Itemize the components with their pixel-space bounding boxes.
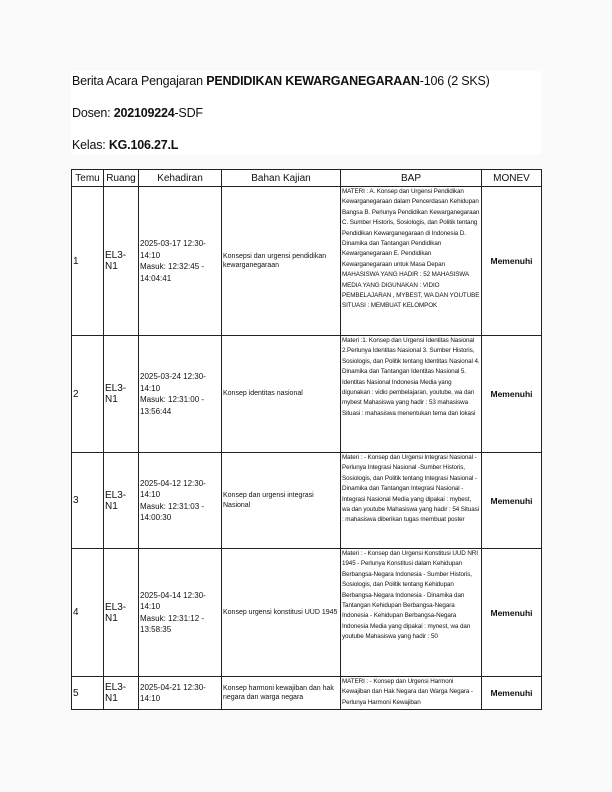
bap-text: Materi :1. Konsep dan Urgensi Identitas Nasional 2.Perlunya Identitas Nasional 3. Sumber Historis, Sosiologis, dan Politik tentang Identitas Nasional 4. Dinamika dan Tantangan Identitas Nasional 5. Identitas Nasional Indonesia Media yang digunakan : vidio pembelajaran, youtube, wa dan mybest Mahasiswa yang hadir : 53 mahasiswa Situasi : mahasiswa menentukan tema dan lokasi	[342, 337, 480, 417]
bahan-kajian-cell: Konsep urgensi konstitusi UUD 1945	[222, 549, 341, 677]
table-row	[72, 549, 542, 677]
monev-cell: Memenuhi	[482, 453, 542, 549]
dosen-label: Dosen:	[72, 106, 114, 120]
kehadiran-cell	[139, 453, 222, 549]
table-row	[72, 187, 542, 336]
kehadiran-cell	[139, 677, 222, 710]
ruang-cell: EL3-N1	[104, 549, 139, 677]
monev-cell: Memenuhi	[482, 187, 542, 336]
ruang-cell: EL3-N1	[104, 187, 139, 336]
bap-text: Materi : - Konsep dan Urgensi Integrasi Nasional - Perlunya Integrasi Nasional -Sumber Historis, Sosiologis, dan Politik tentang Integrasi Nasional - Dinamika dan Tantangan Integrasi Nasional - Integrasi Nasional Media yang dipakai : mybest, wa dan youtube Mahasiswa yang hadir : 54 Situasi : mahasiswa diberikan tugas membuat poster	[342, 454, 479, 524]
temu-cell: 4	[72, 549, 104, 677]
dosen-suffix: -SDF	[174, 106, 203, 120]
bahan-kajian-cell: Konsepsi dan urgensi pendidikan kewarganegaraan	[222, 187, 341, 336]
kehadiran-cell	[139, 549, 222, 677]
ruang-cell: EL3-N1	[104, 453, 139, 549]
temu-cell: 2	[72, 336, 104, 453]
col-ruang: Ruang	[104, 170, 139, 187]
table-row	[72, 336, 542, 453]
kelas-label: Kelas:	[72, 138, 109, 152]
temu-cell: 5	[72, 677, 104, 710]
course-suffix: -106 (2 SKS)	[419, 74, 490, 88]
jadwal-text: 2025-03-24 12:30-14:10	[140, 372, 206, 393]
jadwal-text: 2025-04-12 12:30-14:10	[140, 478, 206, 499]
bap-text: MATERI : - Konsep dan Urgensi Harmoni Kewajiban dan Hak Negara dan Warga Negara - Perlunya Harmoni Kewajiban	[342, 678, 473, 706]
dosen-line	[72, 106, 203, 120]
bap-cell	[341, 677, 482, 710]
bap-table	[71, 169, 542, 710]
table-row	[72, 453, 542, 549]
masuk-text: Masuk: 12:31:12 - 13:58:35	[140, 613, 205, 634]
monev-cell: Memenuhi	[482, 549, 542, 677]
title-line	[72, 74, 490, 88]
jadwal-text: 2025-04-14 12:30-14:10	[140, 590, 206, 611]
kehadiran-cell	[139, 187, 222, 336]
col-bahan-kajian: Bahan Kajian	[222, 170, 341, 187]
kelas-line	[72, 138, 178, 152]
kehadiran-cell	[139, 336, 222, 453]
table-row	[72, 677, 542, 710]
bap-text: Materi : - Konsep dan Urgensi Konstitusi UUD NRI 1945 - Perlunya Konstitusi dalam Kehidupan Berbangsa-Negara Indonesia - Sumber Historis, Sosiologis, dan Politik tentang Kehidupan Berbangsa-Negara Indonesia - Dinamika dan Tantangan Kehidupan Berbangsa-Negara Indonesia - Kehidupan Berbangsa-Negara Indonesia Media yang dipakai : mynest, wa dan youtube Mahasiswa yang hadir : 50	[342, 550, 478, 641]
col-monev: MONEV	[482, 170, 542, 187]
ruang-cell: EL3-N1	[104, 336, 139, 453]
bap-cell	[341, 187, 482, 336]
col-bap: BAP	[341, 170, 482, 187]
dosen-id: 202109224	[113, 106, 175, 120]
temu-cell: 3	[72, 453, 104, 549]
jadwal-text: 2025-03-17 12:30-14:10	[140, 239, 206, 260]
masuk-text: Masuk: 12:32:45 - 14:04:41	[140, 262, 205, 283]
title-prefix: Berita Acara Pengajaran	[72, 74, 207, 88]
document-header	[71, 71, 541, 154]
table-header-row	[72, 170, 542, 187]
kelas-value: KG.106.27.L	[108, 138, 179, 152]
masuk-text: Masuk: 12:31:03 - 14:00:30	[140, 501, 205, 522]
bahan-kajian-cell: Konsep dan urgensi integrasi Nasional	[222, 453, 341, 549]
monev-cell: Memenuhi	[482, 336, 542, 453]
temu-cell: 1	[72, 187, 104, 336]
bap-cell	[341, 549, 482, 677]
monev-cell: Memenuhi	[482, 677, 542, 710]
bap-cell	[341, 336, 482, 453]
course-name: PENDIDIKAN KEWARGANEGARAAN	[206, 74, 420, 88]
ruang-cell: EL3-N1	[104, 677, 139, 710]
bap-cell	[341, 453, 482, 549]
col-temu: Temu	[72, 170, 104, 187]
bahan-kajian-cell: Konsep identitas nasional	[222, 336, 341, 453]
col-kehadiran: Kehadiran	[139, 170, 222, 187]
masuk-text: Masuk: 12:31:00 - 13:56:44	[140, 395, 205, 416]
bap-text: MATERI : A. Konsep dan Urgensi Pendidikan Kewarganegaraan dalam Pencerdasan Kehidupan Bangsa B. Perlunya Pendidikan Kewarganegaraan C. Sumber Historis, Sosiologis, dan Politik tentang Pendidikan Kewarganegaraan di Indonesia D. Dinamika dan Tantangan Pendidikan Kewarganegaraan E. Pendidikan Kewarganegaraan untuk Masa Depan MAHASISWA YANG HADIR : 52 MAHASISWA MEDIA YANG DIGUNAKAN : VIDIO PEMBELAJARAN , MYBEST, WA DAN YOUTUBE SITUASI : MEMBUAT KELOMPOK	[342, 188, 480, 310]
bahan-kajian-cell: Konsep harmoni kewajiban dan hak negara dan warga negara	[222, 677, 341, 710]
jadwal-text: 2025-04-21 12:30-14:10	[140, 682, 206, 703]
